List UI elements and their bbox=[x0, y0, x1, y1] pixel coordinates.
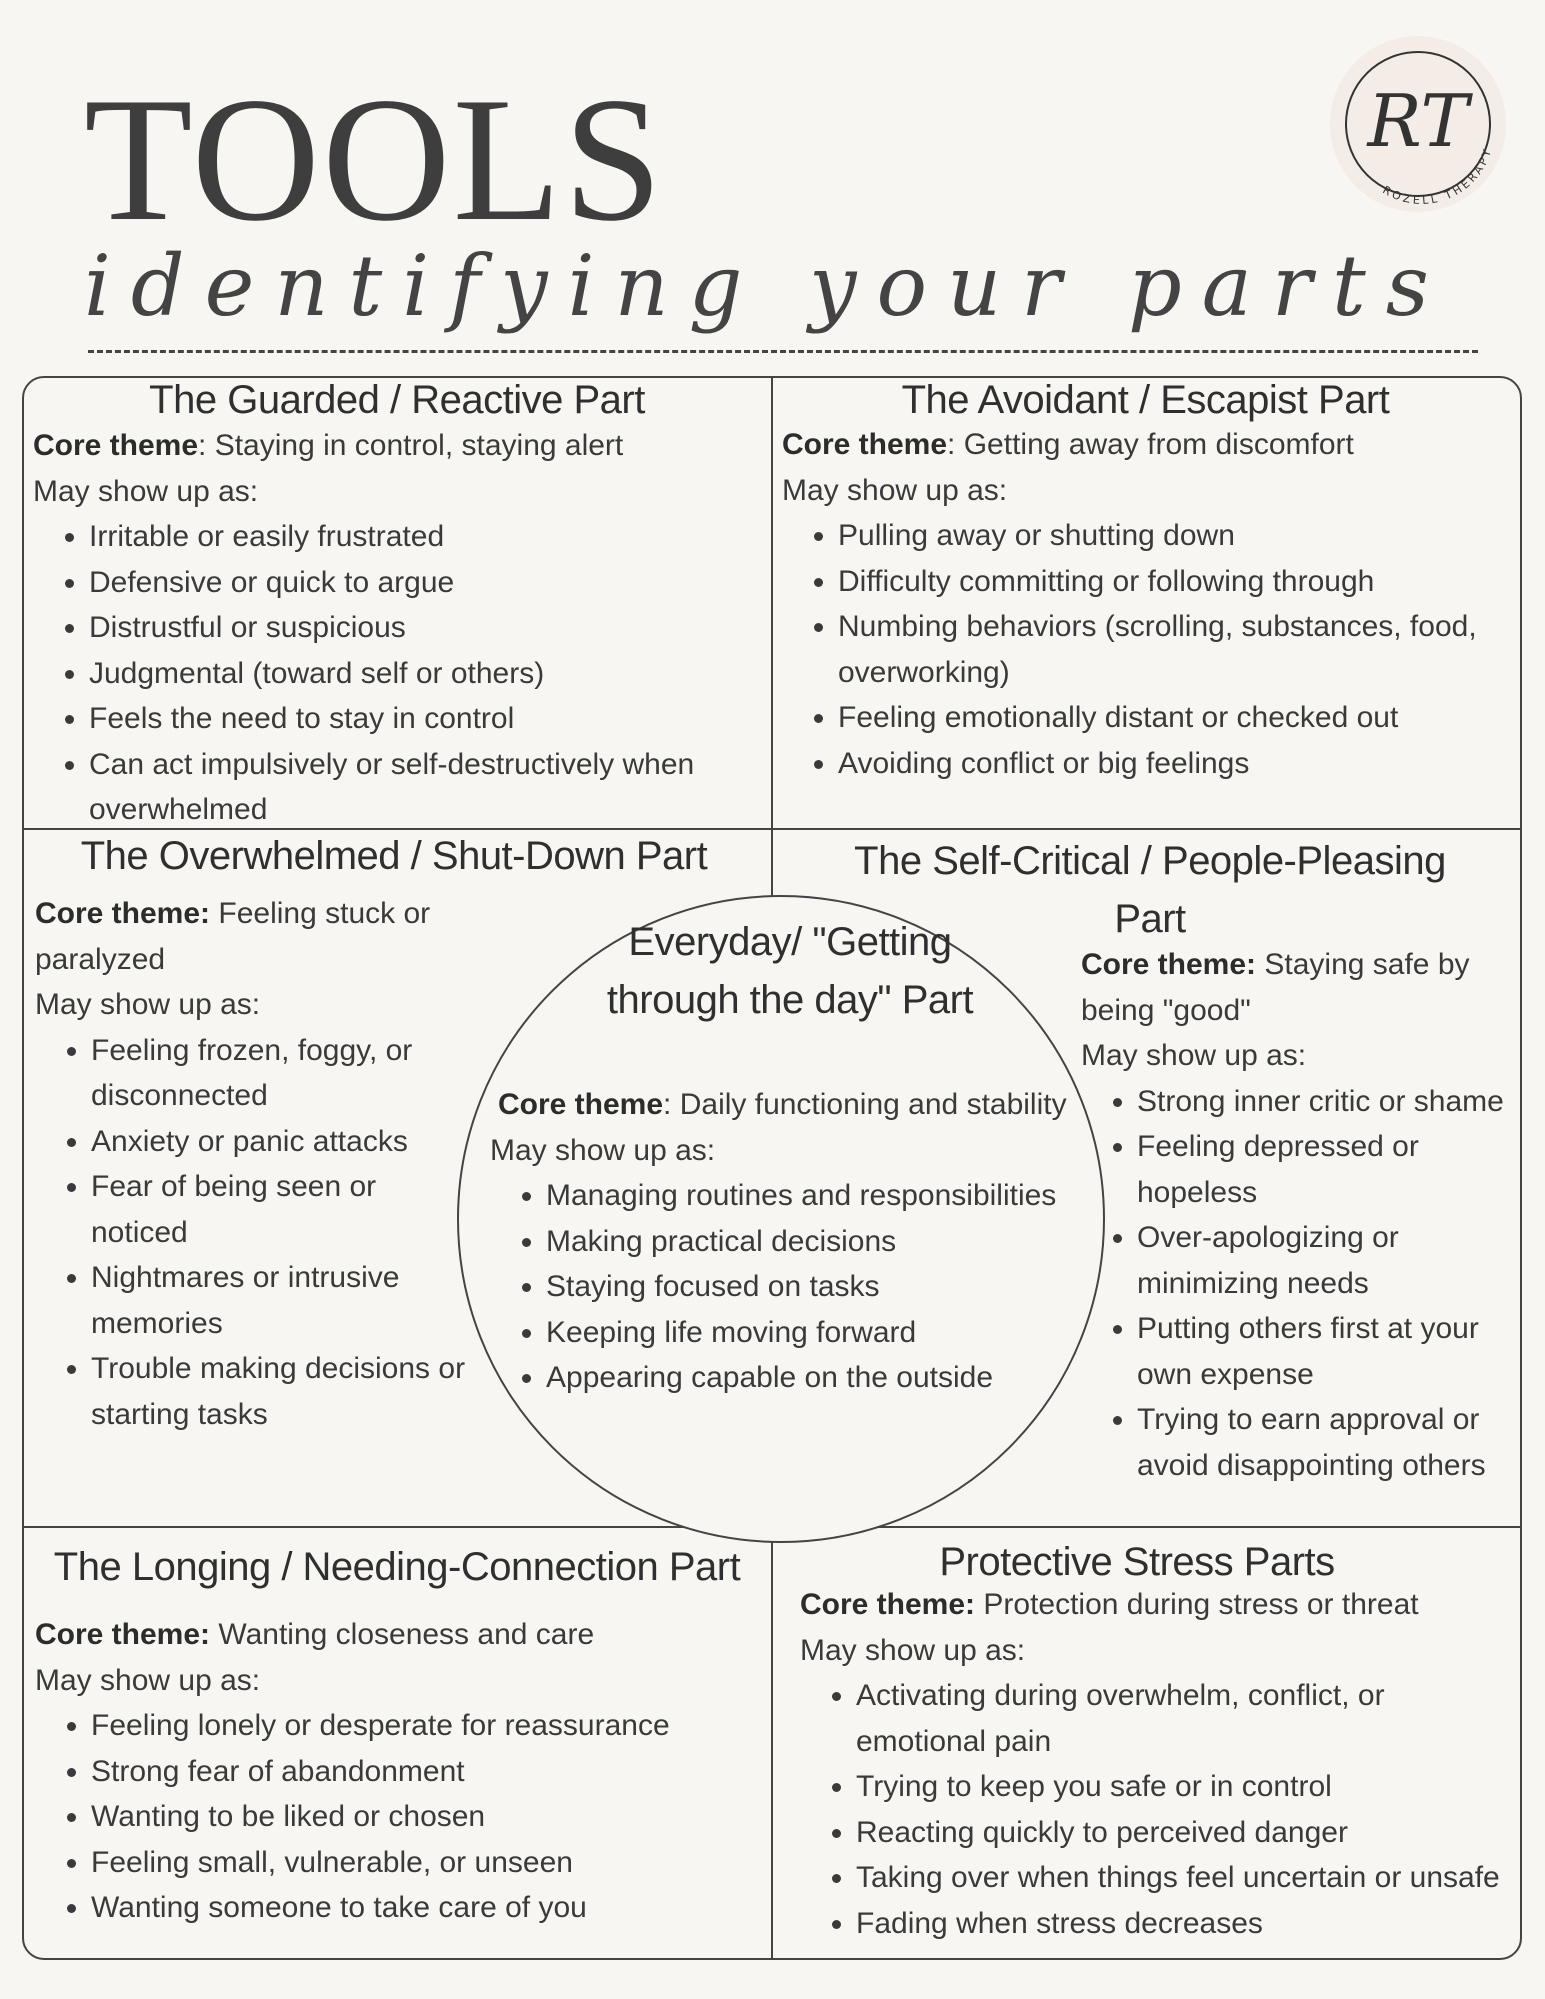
page-subtitle: identifying your parts bbox=[84, 237, 1449, 335]
list-item: • Activating during overwhelm, conflict, or emotional pain bbox=[856, 1673, 1520, 1764]
everyday-section bbox=[490, 1082, 1090, 1401]
list-item: • Feeling emotionally distant or checked out bbox=[838, 695, 1482, 741]
protective-show-up-label: May show up as: bbox=[800, 1633, 1026, 1667]
list-item: • Putting others first at your own expense bbox=[1137, 1306, 1526, 1397]
guarded-core-theme: Core theme: Staying in control, staying alert bbox=[33, 429, 624, 462]
list-item: • Defensive or quick to argue bbox=[89, 560, 763, 606]
list-item: • Judgmental (toward self or others) bbox=[89, 651, 763, 697]
list-item: • Wanting someone to take care of you bbox=[91, 1885, 755, 1931]
list-item: • Avoiding conflict or big feelings bbox=[838, 741, 1482, 787]
list-item: • Irritable or easily frustrated bbox=[89, 514, 763, 560]
list-item: • Fear of being seen or noticed bbox=[91, 1164, 475, 1255]
self-critical-list bbox=[1081, 1079, 1526, 1489]
list-item: • Managing routines and responsibilities bbox=[546, 1173, 1090, 1219]
list-item: • Trying to keep you safe or in control bbox=[856, 1764, 1520, 1810]
list-item: • Difficulty committing or following through bbox=[838, 559, 1482, 605]
avoidant-title: The Avoidant / Escapist Part bbox=[901, 378, 1390, 422]
longing-section bbox=[35, 1612, 755, 1931]
list-item: • Making practical decisions bbox=[546, 1219, 1090, 1265]
list-item: • Feeling small, vulnerable, or unseen bbox=[91, 1840, 755, 1886]
overwhelmed-title: The Overwhelmed / Shut-Down Part bbox=[80, 834, 708, 878]
longing-core-theme: Core theme: Wanting closeness and care bbox=[35, 1618, 595, 1651]
list-item: • Feeling frozen, foggy, or disconnected bbox=[91, 1028, 475, 1119]
longing-title: The Longing / Needing-Connection Part bbox=[53, 1545, 741, 1589]
list-item: • Nightmares or intrusive memories bbox=[91, 1255, 475, 1346]
list-item: • Appearing capable on the outside bbox=[546, 1355, 1090, 1401]
guarded-list bbox=[33, 514, 763, 833]
list-item: • Taking over when things feel uncertain or unsafe bbox=[856, 1855, 1520, 1901]
list-item: • Numbing behaviors (scrolling, substances, food, overworking) bbox=[838, 604, 1482, 695]
self-critical-core-theme: Core theme: Staying safe by being "good" bbox=[1081, 948, 1470, 1027]
guarded-section bbox=[33, 423, 763, 833]
list-item: • Pulling away or shutting down bbox=[838, 513, 1482, 559]
svg-text:RT: RT bbox=[1367, 79, 1469, 163]
overwhelmed-list bbox=[35, 1028, 475, 1438]
avoidant-list bbox=[782, 513, 1482, 786]
longing-list bbox=[35, 1703, 755, 1931]
overwhelmed-core-theme: Core theme: Feeling stuck or paralyzed bbox=[35, 897, 431, 976]
list-item: • Feeling lonely or desperate for reassurance bbox=[91, 1703, 755, 1749]
rozell-therapy-logo bbox=[1322, 28, 1514, 220]
everyday-list bbox=[490, 1173, 1090, 1401]
list-item: • Trouble making decisions or starting tasks bbox=[91, 1346, 475, 1437]
list-item: • Feeling depressed or hopeless bbox=[1137, 1124, 1526, 1215]
guarded-title: The Guarded / Reactive Part bbox=[149, 378, 645, 422]
list-item: • Wanting to be liked or chosen bbox=[91, 1794, 755, 1840]
self-critical-show-up-label: May show up as: bbox=[1081, 1039, 1307, 1072]
protective-section bbox=[800, 1582, 1520, 1946]
self-critical-title: The Self-Critical / People-Pleasing Part bbox=[854, 839, 1446, 941]
protective-core-theme: Core theme: Protection during stress or threat bbox=[800, 1588, 1419, 1621]
list-item: • Keeping life moving forward bbox=[546, 1310, 1090, 1356]
logo-text: ROZELL THERAPY bbox=[1380, 145, 1495, 208]
everyday-core-theme: Core theme: Daily functioning and stability bbox=[498, 1088, 1067, 1121]
page-title: TOOLS bbox=[84, 60, 665, 258]
list-item: • Reacting quickly to perceived danger bbox=[856, 1810, 1520, 1856]
avoidant-show-up-label: May show up as: bbox=[782, 473, 1008, 507]
everyday-show-up-label: May show up as: bbox=[490, 1133, 716, 1167]
protective-list bbox=[800, 1673, 1520, 1946]
list-item: • Distrustful or suspicious bbox=[89, 605, 763, 651]
self-critical-section bbox=[1081, 942, 1526, 1488]
overwhelmed-section bbox=[35, 891, 475, 1437]
list-item: • Staying focused on tasks bbox=[546, 1264, 1090, 1310]
guarded-show-up-label: May show up as: bbox=[33, 474, 259, 508]
list-item: • Strong inner critic or shame bbox=[1137, 1079, 1526, 1125]
everyday-title: Everyday/ "Getting through the day" Part bbox=[606, 920, 974, 1022]
list-item: • Feels the need to stay in control bbox=[89, 696, 763, 742]
list-item: • Strong fear of abandonment bbox=[91, 1749, 755, 1795]
protective-title: Protective Stress Parts bbox=[939, 1540, 1335, 1584]
list-item: • Fading when stress decreases bbox=[856, 1901, 1520, 1947]
list-item: • Over-apologizing or minimizing needs bbox=[1137, 1215, 1526, 1306]
avoidant-section bbox=[782, 422, 1482, 786]
list-item: • Trying to earn approval or avoid disappointing others bbox=[1137, 1397, 1526, 1488]
list-item: • Can act impulsively or self-destructively when overwhelmed bbox=[89, 742, 763, 833]
avoidant-core-theme: Core theme: Getting away from discomfort bbox=[782, 428, 1354, 461]
dashed-divider bbox=[88, 350, 1478, 353]
list-item: • Anxiety or panic attacks bbox=[91, 1119, 475, 1165]
overwhelmed-show-up-label: May show up as: bbox=[35, 988, 261, 1021]
longing-show-up-label: May show up as: bbox=[35, 1663, 261, 1697]
